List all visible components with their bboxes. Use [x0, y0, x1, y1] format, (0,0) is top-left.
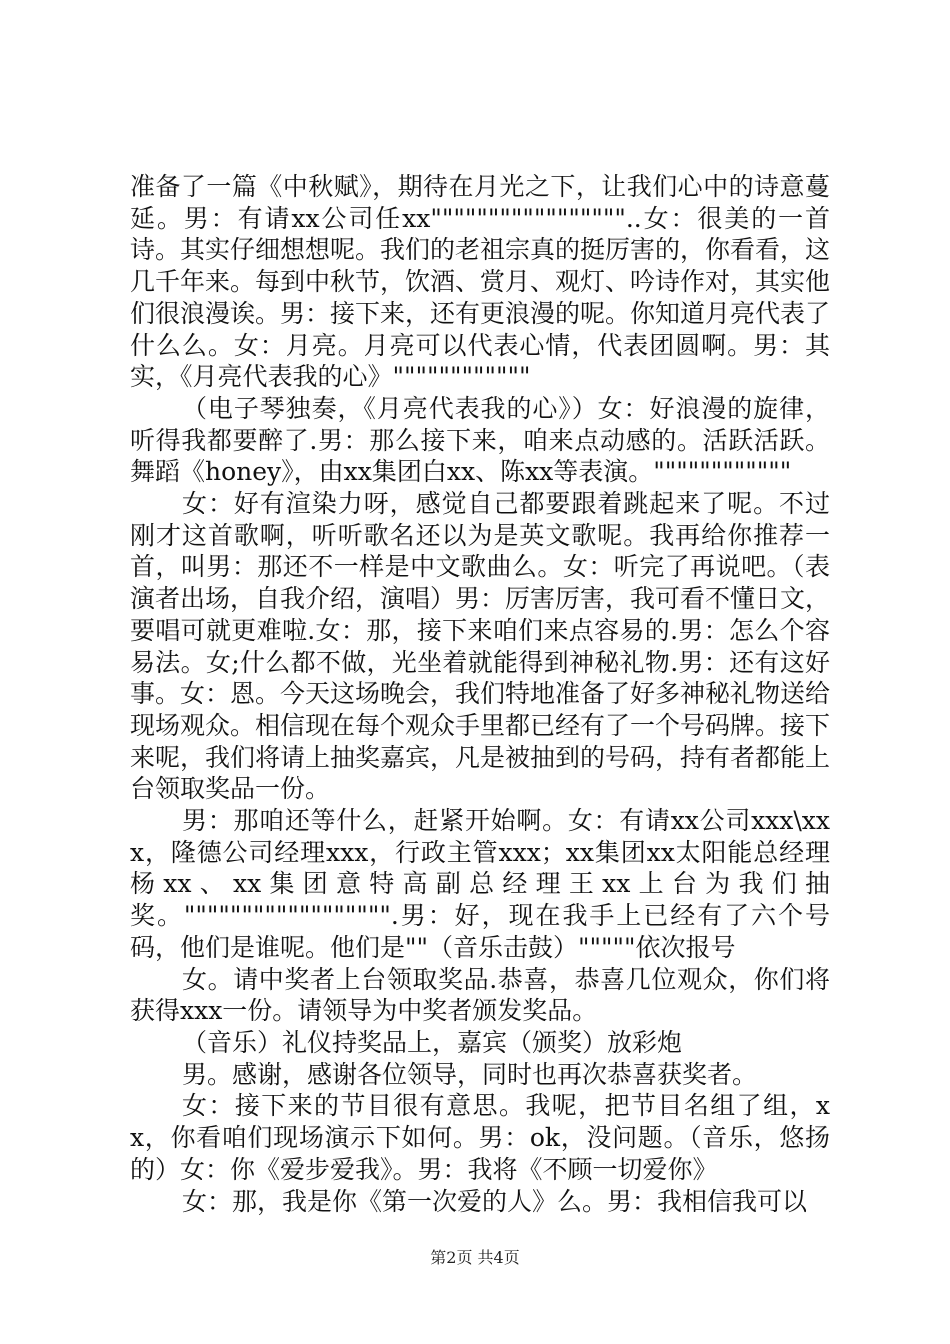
paragraph-4: 男：那咱还等什么，赶紧开始啊。女：有请xx公司xxx\xxx，隆德公司经理xxx，行政主管xxx；xx集团xx太阳能总经理杨xx、xx集团意特高副总经理王xx上台为我们抽奖。"""""""""""""""""".男：好，现在我手上已经有了六个号码，他们是谁呢。他们是""（音乐击鼓）"""""依次报号: [130, 806, 830, 962]
paragraph-3: 女：好有渲染力呀，感觉自己都要跟着跳起来了呢。不过刚才这首歌啊，听听歌名还以为是英文歌呢。我再给你推荐一首，叫男：那还不一样是中文歌曲么。女：听完了再说吧。（表演者出场，自我介绍，演唱）男：厉害厉害，我可看不懂日文，要唱可就更难啦.女：那，接下来咱们来点容易的.男：怎么个容易法。女;什么都不做，光坐着就能得到神秘礼物.男：还有这好事。女：恩。今天这场晚会，我们特地准备了好多神秘礼物送给现场观众。相信现在每个观众手里都已经有了一个号码牌。接下来呢，我们将请上抽奖嘉宾，凡是被抽到的号码，持有者都能上台领取奖品一份。: [130, 489, 831, 804]
document-body: [130, 171, 830, 1217]
paragraph-2: （电子琴独奏，《月亮代表我的心》）女：好浪漫的旋律，听得我都要醉了.男：那么接下来，咱来点动感的。活跃活跃。舞蹈《honey》，由xx集团白xx、陈xx等表演。"""""""""""": [130, 393, 830, 487]
paragraph-7: 男。感谢，感谢各位领导，同时也再次恭喜获奖者。: [182, 1059, 758, 1089]
paragraph-1: 准备了一篇《中秋赋》，期待在月光之下，让我们心中的诗意蔓延。男：有请xx公司任xx"""""""""""""""""..女：很美的一首诗。其实仔细想想呢。我们的老祖宗真的挺厉害的，你看看，这几千年来。每到中秋节，饮酒、赏月、观灯、吟诗作对，其实他们很浪漫诶。男：接下来，还有更浪漫的呢。你知道月亮代表了什么么。女：月亮。月亮可以代表心情，代表团圆啊。男：其实，《月亮代表我的心》"""""""""""": [130, 172, 831, 392]
paragraph-5: 女。请中奖者上台领取奖品.恭喜，恭喜几位观众，你们将获得xxx一份。请领导为中奖者颁发奖品。: [130, 964, 830, 1026]
paragraph-8: 女：接下来的节目很有意思。我呢，把节目名组了组，xx，你看咱们现场演示下如何。男：ok，没问题。（音乐，悠扬的）女：你《爱步爱我》。男：我将《不顾一切爱你》: [130, 1091, 830, 1184]
page-footer: 第2页 共4页: [430, 1248, 520, 1267]
paragraph-6: （音乐）礼仪持奖品上，嘉宾（颁奖）放彩炮: [182, 1027, 683, 1057]
paragraph-9: 女：那，我是你《第一次爱的人》么。男：我相信我可以: [182, 1186, 808, 1216]
